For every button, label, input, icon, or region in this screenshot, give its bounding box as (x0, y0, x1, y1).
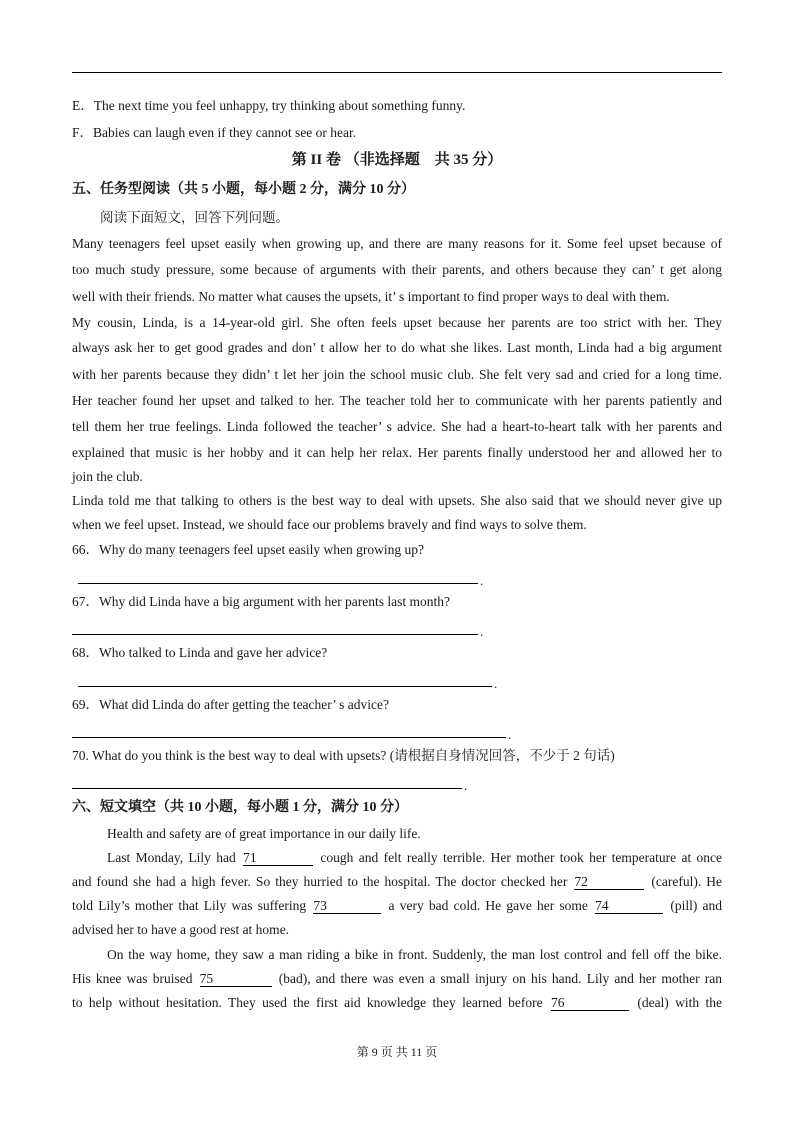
cloze-line: On the way home, they saw a man riding a bike in front. Suddenly, the man lost control and fell off the bike. (107, 947, 722, 962)
answer-line-70[interactable] (72, 788, 462, 789)
cloze-line: Last Monday, Lily had 71 cough and felt really terrible. Her mother took her temperature at once (107, 850, 723, 865)
passage-line: well with their friends. No matter what causes the upsets, it’ s important to find proper ways to deal with them. (72, 289, 670, 304)
answer-end-66: . (480, 573, 484, 588)
passage-line: Linda told me that talking to others is the best way to deal with upsets. She also said that we should never give up (72, 493, 722, 508)
answer-line-69[interactable] (72, 737, 506, 738)
passage-line: explained that music is her hobby and it can help her relax. Her parents finally understood her and allowed her to (72, 445, 722, 460)
passage-line: My cousin, Linda, is a 14-year-old girl. She often feels upset because her parents are too strict with her. They (72, 315, 722, 330)
page-footer: 第 9 页 共 11 页 (356, 1045, 438, 1059)
passage-line: when we feel upset. Instead, we should face our problems bravely and find ways to solve them. (72, 517, 587, 532)
question-68: 68．Who talked to Linda and gave her advice? (72, 645, 328, 660)
cloze-line: advised her to have a good rest at home. (72, 922, 290, 937)
passage-line: with her parents because they didn’ t let her join the school music club. She felt very sad and cried for a long time. (72, 367, 722, 382)
answer-end-68: . (494, 676, 498, 691)
question-67: 67．Why did Linda have a big argument with her parents last month? (72, 594, 451, 609)
section5-instruction: 阅读下面短文，回答下列问题。 (100, 210, 289, 225)
blank-72[interactable]: 72 (574, 874, 644, 890)
answer-line-67[interactable] (72, 634, 478, 635)
cloze-line: to help without hesitation. They used the first aid knowledge they learned before 76 (deal) with the (72, 995, 722, 1010)
cloze-line: told Lily’s mother that Lily was suffering 73 a very bad cold. He gave her some 74 (pill) and (72, 898, 723, 913)
section5-heading: 五、任务型阅读（共 5 小题，每小题 2 分，满分 10 分） (72, 182, 415, 197)
blank-71[interactable]: 71 (243, 850, 313, 866)
part2-title: 第 II 卷 （非选择题 共 35 分） (291, 152, 503, 168)
question-66: 66．Why do many teenagers feel upset easily when growing up? (72, 542, 425, 557)
passage-line: join the club. (72, 469, 143, 484)
cloze-line: and found she had a high fever. So they hurried to the hospital. The doctor checked her 72 (careful). He (72, 874, 722, 889)
passage-line: Her teacher found her upset and talked to her. The teacher told her to communicate with her parents patiently and (72, 393, 722, 408)
answer-end-70: . (464, 778, 468, 793)
passage-line: tell them her true feelings. Linda followed the teacher’ s advice. She had a heart-to-heart talk with her parents and (72, 419, 722, 434)
passage-line: Many teenagers feel upset easily when growing up, and there are many reasons for it. Some feel upset because of (72, 236, 722, 251)
question-69: 69．What did Linda do after getting the teacher’ s advice? (72, 697, 389, 712)
section6-heading: 六、短文填空（共 10 小题，每小题 1 分，满分 10 分） (72, 800, 408, 815)
answer-line-66[interactable] (78, 583, 478, 584)
question-70: 70. What do you think is the best way to deal with upsets? (请根据自身情况回答，不少于 2 句话) (72, 748, 615, 763)
option-e: E．The next time you feel unhappy, try thinking about something funny. (72, 98, 466, 113)
blank-74[interactable]: 74 (595, 898, 663, 914)
answer-end-67: . (480, 624, 484, 639)
cloze-line: His knee was bruised 75 (bad), and there was even a small injury on his hand. Lily and her mother ran (72, 971, 723, 986)
passage-line: always ask her to get good grades and don’ t allow her to do what she likes. Last month, Linda had a big argument (72, 340, 722, 355)
blank-76[interactable]: 76 (551, 995, 629, 1011)
answer-line-68[interactable] (78, 686, 492, 687)
option-f: F．Babies can laugh even if they cannot see or hear. (72, 125, 357, 140)
passage-line: too much study pressure, some because of arguments with their parents, and others because they can’ t get along (72, 262, 722, 277)
blank-73[interactable]: 73 (313, 898, 381, 914)
section6-intro: Health and safety are of great importance in our daily life. (107, 826, 421, 841)
answer-end-69: . (508, 727, 512, 742)
blank-75[interactable]: 75 (200, 971, 272, 987)
header-rule (72, 72, 722, 73)
